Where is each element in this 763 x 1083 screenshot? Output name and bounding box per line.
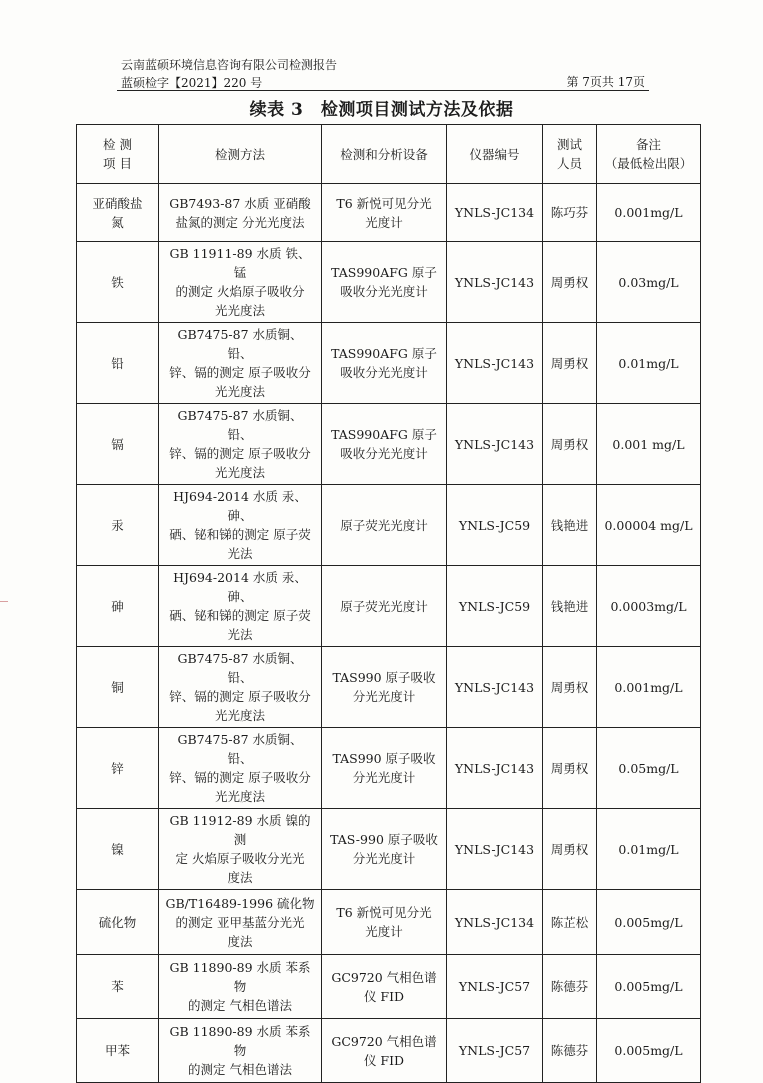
cell-limit: 0.00004 mg/L — [597, 485, 701, 566]
cell-tester: 陈芷松 — [543, 890, 597, 955]
cell-item: 硫化物 — [77, 890, 159, 955]
cell-item: 锌 — [77, 728, 159, 809]
col-header-equipment: 检测和分析设备 — [322, 125, 447, 184]
table-row — [77, 1019, 701, 1083]
cell-equipment: TAS990AFG 原子 吸收分光光度计 — [322, 242, 447, 323]
cell-equipment: GC9720 气相色谱 仪 FID — [322, 955, 447, 1019]
cell-item: 铁 — [77, 242, 159, 323]
cell-method: GB 11890-89 水质 苯系物 的测定 气相色谱法 — [159, 955, 322, 1019]
margin-mark — [0, 601, 8, 602]
cell-method: GB7493-87 水质 亚硝酸 盐氮的测定 分光光度法 — [159, 184, 322, 242]
cell-method: HJ694-2014 水质 汞、砷、 硒、铋和锑的测定 原子荧 光法 — [159, 566, 322, 647]
cell-equipment: GC9720 气相色谱 仪 FID — [322, 1019, 447, 1083]
cell-item: 汞 — [77, 485, 159, 566]
cell-method: GB/T16489-1996 硫化物 的测定 亚甲基蓝分光光 度法 — [159, 890, 322, 955]
table-row — [77, 647, 701, 728]
cell-tester: 陈巧芬 — [543, 184, 597, 242]
cell-limit: 0.001mg/L — [597, 184, 701, 242]
cell-equipment: TAS990 原子吸收 分光光度计 — [322, 647, 447, 728]
table-row — [77, 728, 701, 809]
table-row — [77, 323, 701, 404]
cell-tester: 钱艳进 — [543, 485, 597, 566]
cell-item: 亚硝酸盐 氮 — [77, 184, 159, 242]
col-header-tester: 测试 人员 — [543, 125, 597, 184]
methods-table — [76, 124, 701, 1083]
cell-method: GB 11890-89 水质 苯系物 的测定 气相色谱法 — [159, 1019, 322, 1083]
table-row — [77, 890, 701, 955]
table-row — [77, 404, 701, 485]
cell-method: HJ694-2014 水质 汞、砷、 硒、铋和锑的测定 原子荧 光法 — [159, 485, 322, 566]
cell-tester: 钱艳进 — [543, 566, 597, 647]
cell-tester: 周勇权 — [543, 323, 597, 404]
cell-tester: 周勇权 — [543, 728, 597, 809]
table-row — [77, 809, 701, 890]
cell-limit: 0.01mg/L — [597, 323, 701, 404]
cell-limit: 0.005mg/L — [597, 955, 701, 1019]
cell-method: GB7475-87 水质铜、铅、 锌、镉的测定 原子吸收分 光光度法 — [159, 323, 322, 404]
cell-instrument-no: YNLS-JC57 — [447, 955, 543, 1019]
cell-method: GB7475-87 水质铜、铅、 锌、镉的测定 原子吸收分 光光度法 — [159, 728, 322, 809]
cell-limit: 0.0003mg/L — [597, 566, 701, 647]
cell-equipment: TAS990 原子吸收 分光光度计 — [322, 728, 447, 809]
cell-limit: 0.001 mg/L — [597, 404, 701, 485]
cell-equipment: 原子荧光光度计 — [322, 485, 447, 566]
table-row — [77, 184, 701, 242]
cell-tester: 周勇权 — [543, 809, 597, 890]
cell-limit: 0.005mg/L — [597, 1019, 701, 1083]
cell-instrument-no: YNLS-JC59 — [447, 485, 543, 566]
cell-equipment: 原子荧光光度计 — [322, 566, 447, 647]
cell-instrument-no: YNLS-JC143 — [447, 323, 543, 404]
cell-instrument-no: YNLS-JC143 — [447, 809, 543, 890]
cell-item: 甲苯 — [77, 1019, 159, 1083]
col-header-limit: 备注 （最低检出限） — [597, 125, 701, 184]
cell-method: GB7475-87 水质铜、铅、 锌、镉的测定 原子吸收分 光光度法 — [159, 647, 322, 728]
cell-limit: 0.03mg/L — [597, 242, 701, 323]
cell-method: GB 11912-89 水质 镍的测 定 火焰原子吸收分光光 度法 — [159, 809, 322, 890]
cell-limit: 0.001mg/L — [597, 647, 701, 728]
cell-limit: 0.005mg/L — [597, 890, 701, 955]
cell-method: GB7475-87 水质铜、铅、 锌、镉的测定 原子吸收分 光光度法 — [159, 404, 322, 485]
cell-limit: 0.01mg/L — [597, 809, 701, 890]
cell-equipment: TAS990AFG 原子 吸收分光光度计 — [322, 323, 447, 404]
cell-equipment: T6 新悦可见分光 光度计 — [322, 184, 447, 242]
col-header-instrument-no: 仪器编号 — [447, 125, 543, 184]
col-header-item: 检 测 项 目 — [77, 125, 159, 184]
cell-tester: 陈德芬 — [543, 955, 597, 1019]
cell-instrument-no: YNLS-JC134 — [447, 184, 543, 242]
cell-instrument-no: YNLS-JC143 — [447, 404, 543, 485]
cell-instrument-no: YNLS-JC59 — [447, 566, 543, 647]
cell-item: 砷 — [77, 566, 159, 647]
cell-tester: 周勇权 — [543, 404, 597, 485]
table-row — [77, 566, 701, 647]
cell-equipment: TAS990AFG 原子 吸收分光光度计 — [322, 404, 447, 485]
cell-equipment: T6 新悦可见分光 光度计 — [322, 890, 447, 955]
cell-item: 镍 — [77, 809, 159, 890]
cell-item: 镉 — [77, 404, 159, 485]
company-line: 云南蓝硕环境信息咨询有限公司检测报告 — [121, 58, 338, 72]
cell-instrument-no: YNLS-JC143 — [447, 647, 543, 728]
cell-equipment: TAS-990 原子吸收 分光光度计 — [322, 809, 447, 890]
report-number: 蓝硕检字【2021】220 号 — [121, 76, 263, 90]
table-row — [77, 485, 701, 566]
cell-tester: 周勇权 — [543, 242, 597, 323]
cell-method: GB 11911-89 水质 铁、锰 的测定 火焰原子吸收分 光光度法 — [159, 242, 322, 323]
page-title: 续表 3 检测项目测试方法及依据 — [249, 100, 514, 120]
cell-item: 铅 — [77, 323, 159, 404]
cell-instrument-no: YNLS-JC143 — [447, 242, 543, 323]
table-row — [77, 955, 701, 1019]
table-header-row — [77, 125, 701, 184]
page-info: 第 7页共 17页 — [566, 75, 645, 89]
table-row — [77, 242, 701, 323]
cell-item: 铜 — [77, 647, 159, 728]
cell-instrument-no: YNLS-JC134 — [447, 890, 543, 955]
header-rule — [117, 90, 649, 91]
cell-instrument-no: YNLS-JC143 — [447, 728, 543, 809]
cell-item: 苯 — [77, 955, 159, 1019]
cell-tester: 周勇权 — [543, 647, 597, 728]
col-header-method: 检测方法 — [159, 125, 322, 184]
cell-limit: 0.05mg/L — [597, 728, 701, 809]
cell-instrument-no: YNLS-JC57 — [447, 1019, 543, 1083]
cell-tester: 陈德芬 — [543, 1019, 597, 1083]
